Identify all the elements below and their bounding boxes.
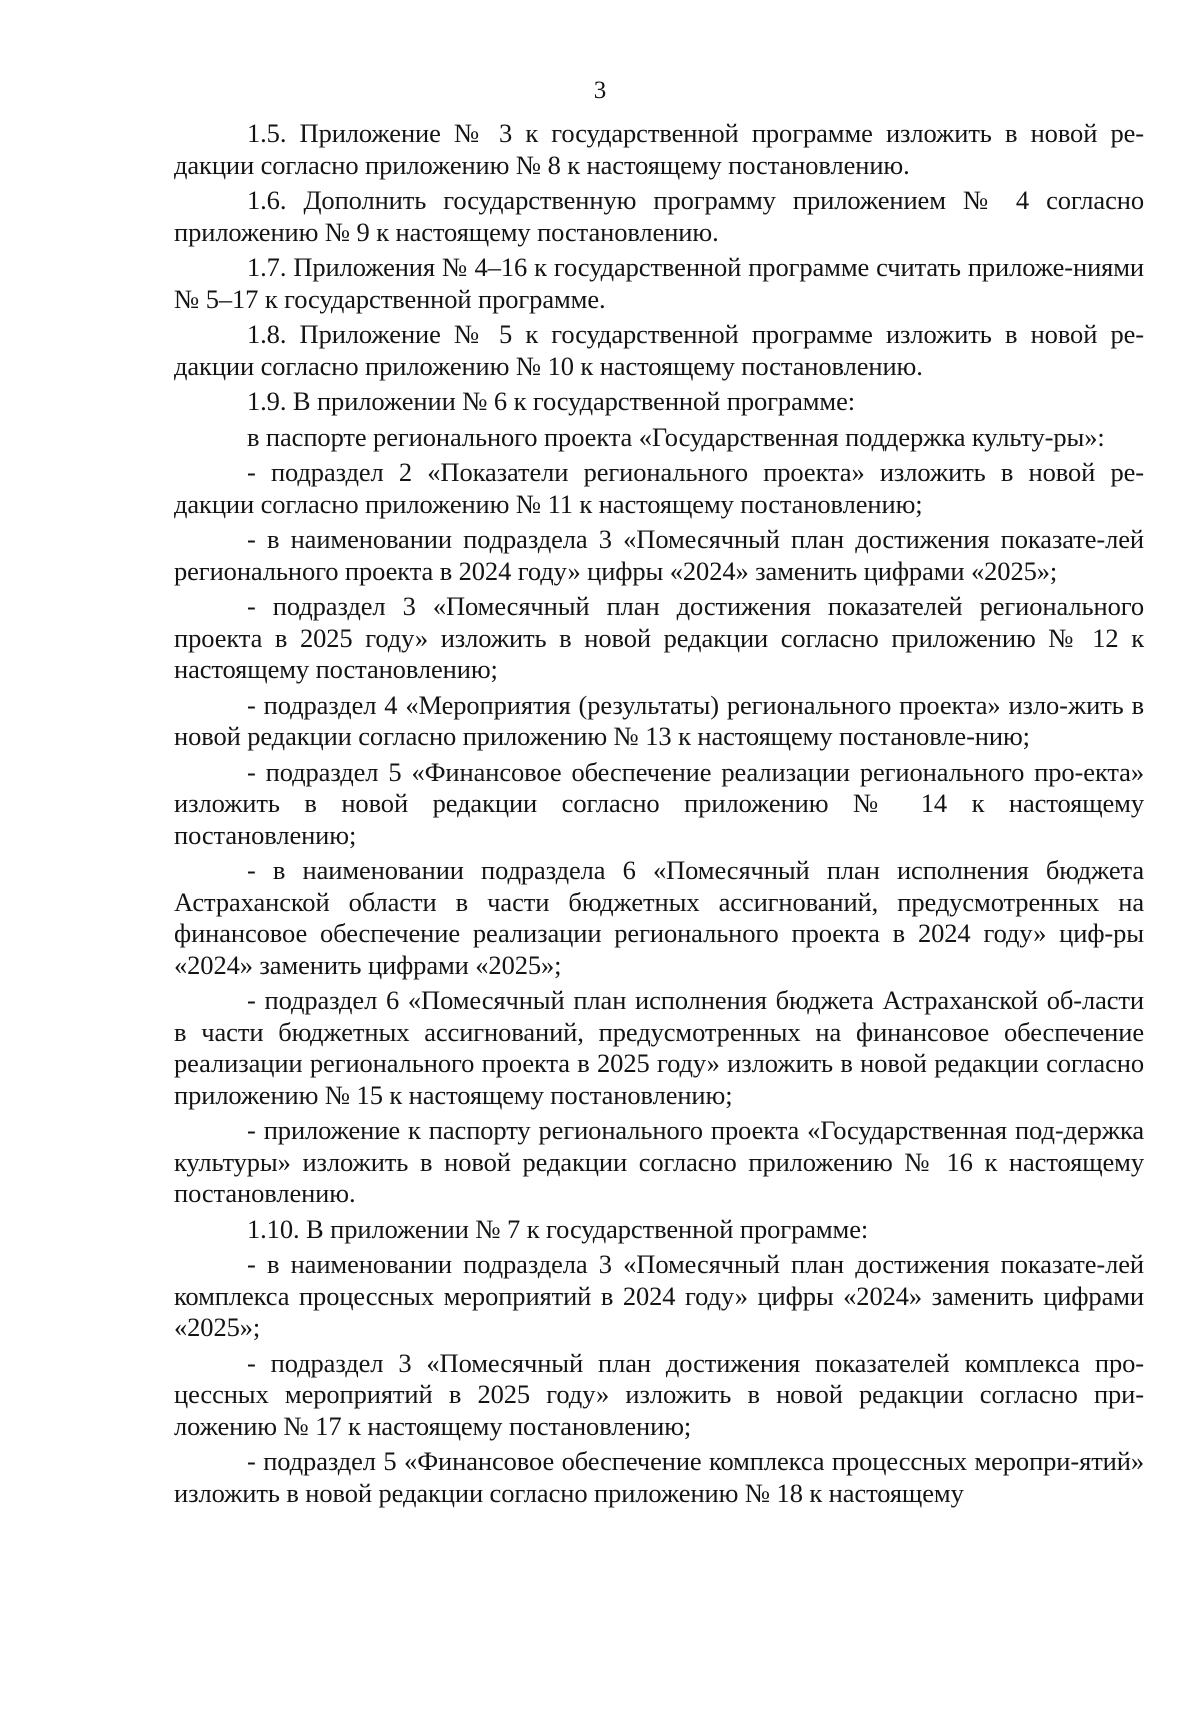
paragraph-1-9: 1.9. В приложении № 6 к государственной программе: <box>247 386 855 416</box>
list-item: - подраздел 5 «Финансовое обеспечение реализации регионального про-екта» изложить в новой редакции согласно приложению № 14 к настоящему постановлению; <box>174 756 1144 850</box>
list-item: - подраздел 6 «Помесячный план исполнения бюджета Астраханской об-ласти в части бюджетных ассигнований, предусмотренных на финансовое обеспечение реализации регионального проекта в 2025 году» изложить в новой редакции согласно приложению № 15 к настоящему постановлению; <box>174 985 1144 1110</box>
list-item: - в наименовании подраздела 3 «Помесячный план достижения показате-лей комплекса процессных мероприятий в 2024 году» цифры «2024» заменить цифрами «2025»; <box>174 1249 1144 1342</box>
paragraph-1-9-passport: в паспорте регионального проекта «Государственная поддержка культу-ры»: <box>247 421 1105 452</box>
document-body <box>174 118 1144 1513</box>
list-item: - в наименовании подраздела 6 «Помесячный план исполнения бюджета Астраханской области в части бюджетных ассигнований, предусмотренных на финансовое обеспечение реализации регионального проекта в 2024 году» циф-ры «2024» заменить цифрами «2025»; <box>174 855 1144 980</box>
list-item: - подраздел 2 «Показатели регионального проекта» изложить в новой ре-дакции согласно приложению № 11 к настоящему постановлению; <box>174 457 1144 519</box>
list-item: - подраздел 5 «Финансовое обеспечение комплекса процессных меропри-ятий» изложить в новой редакции согласно приложению № 18 к настоящему <box>174 1446 1144 1508</box>
paragraph-1-7: 1.7. Приложения № 4–16 к государственной программе считать приложе-ниями № 5–17 к государственной программе. <box>174 252 1144 314</box>
list-item: - подраздел 4 «Мероприятия (результаты) регионального проекта» изло-жить в новой редакции согласно приложению № 13 к настоящему постановле-нию; <box>174 689 1144 751</box>
list-item: - приложение к паспорту регионального проекта «Государственная под-держка культуры» изложить в новой редакции согласно приложению № 16 к настоящему постановлению. <box>174 1115 1144 1208</box>
list-item: - в наименовании подраздела 3 «Помесячный план достижения показате-лей регионального проекта в 2024 году» цифры «2024» заменить цифрами «2025»; <box>174 524 1144 586</box>
paragraph-1-5: 1.5. Приложение № 3 к государственной программе изложить в новой ре-дакции согласно приложению № 8 к настоящему постановлению. <box>174 118 1144 180</box>
paragraph-1-8: 1.8. Приложение № 5 к государственной программе изложить в новой ре-дакции согласно приложению № 10 к настоящему постановлению. <box>174 319 1144 381</box>
paragraph-1-10: 1.10. В приложении № 7 к государственной программе: <box>247 1213 869 1244</box>
list-item: - подраздел 3 «Помесячный план достижения показателей регионального проекта в 2025 году» изложить в новой редакции согласно приложению № 12 к настоящему постановлению; <box>174 591 1144 684</box>
list-item: - подраздел 3 «Помесячный план достижения показателей комплекса про-цессных мероприятий в 2025 году» изложить в новой редакции согласно при-ложению № 17 к настоящему постановлению; <box>174 1347 1144 1441</box>
paragraph-1-6: 1.6. Дополнить государственную программу приложением № 4 согласно приложению № 9 к настоящему постановлению. <box>174 185 1144 247</box>
page-number: 3 <box>593 77 607 104</box>
